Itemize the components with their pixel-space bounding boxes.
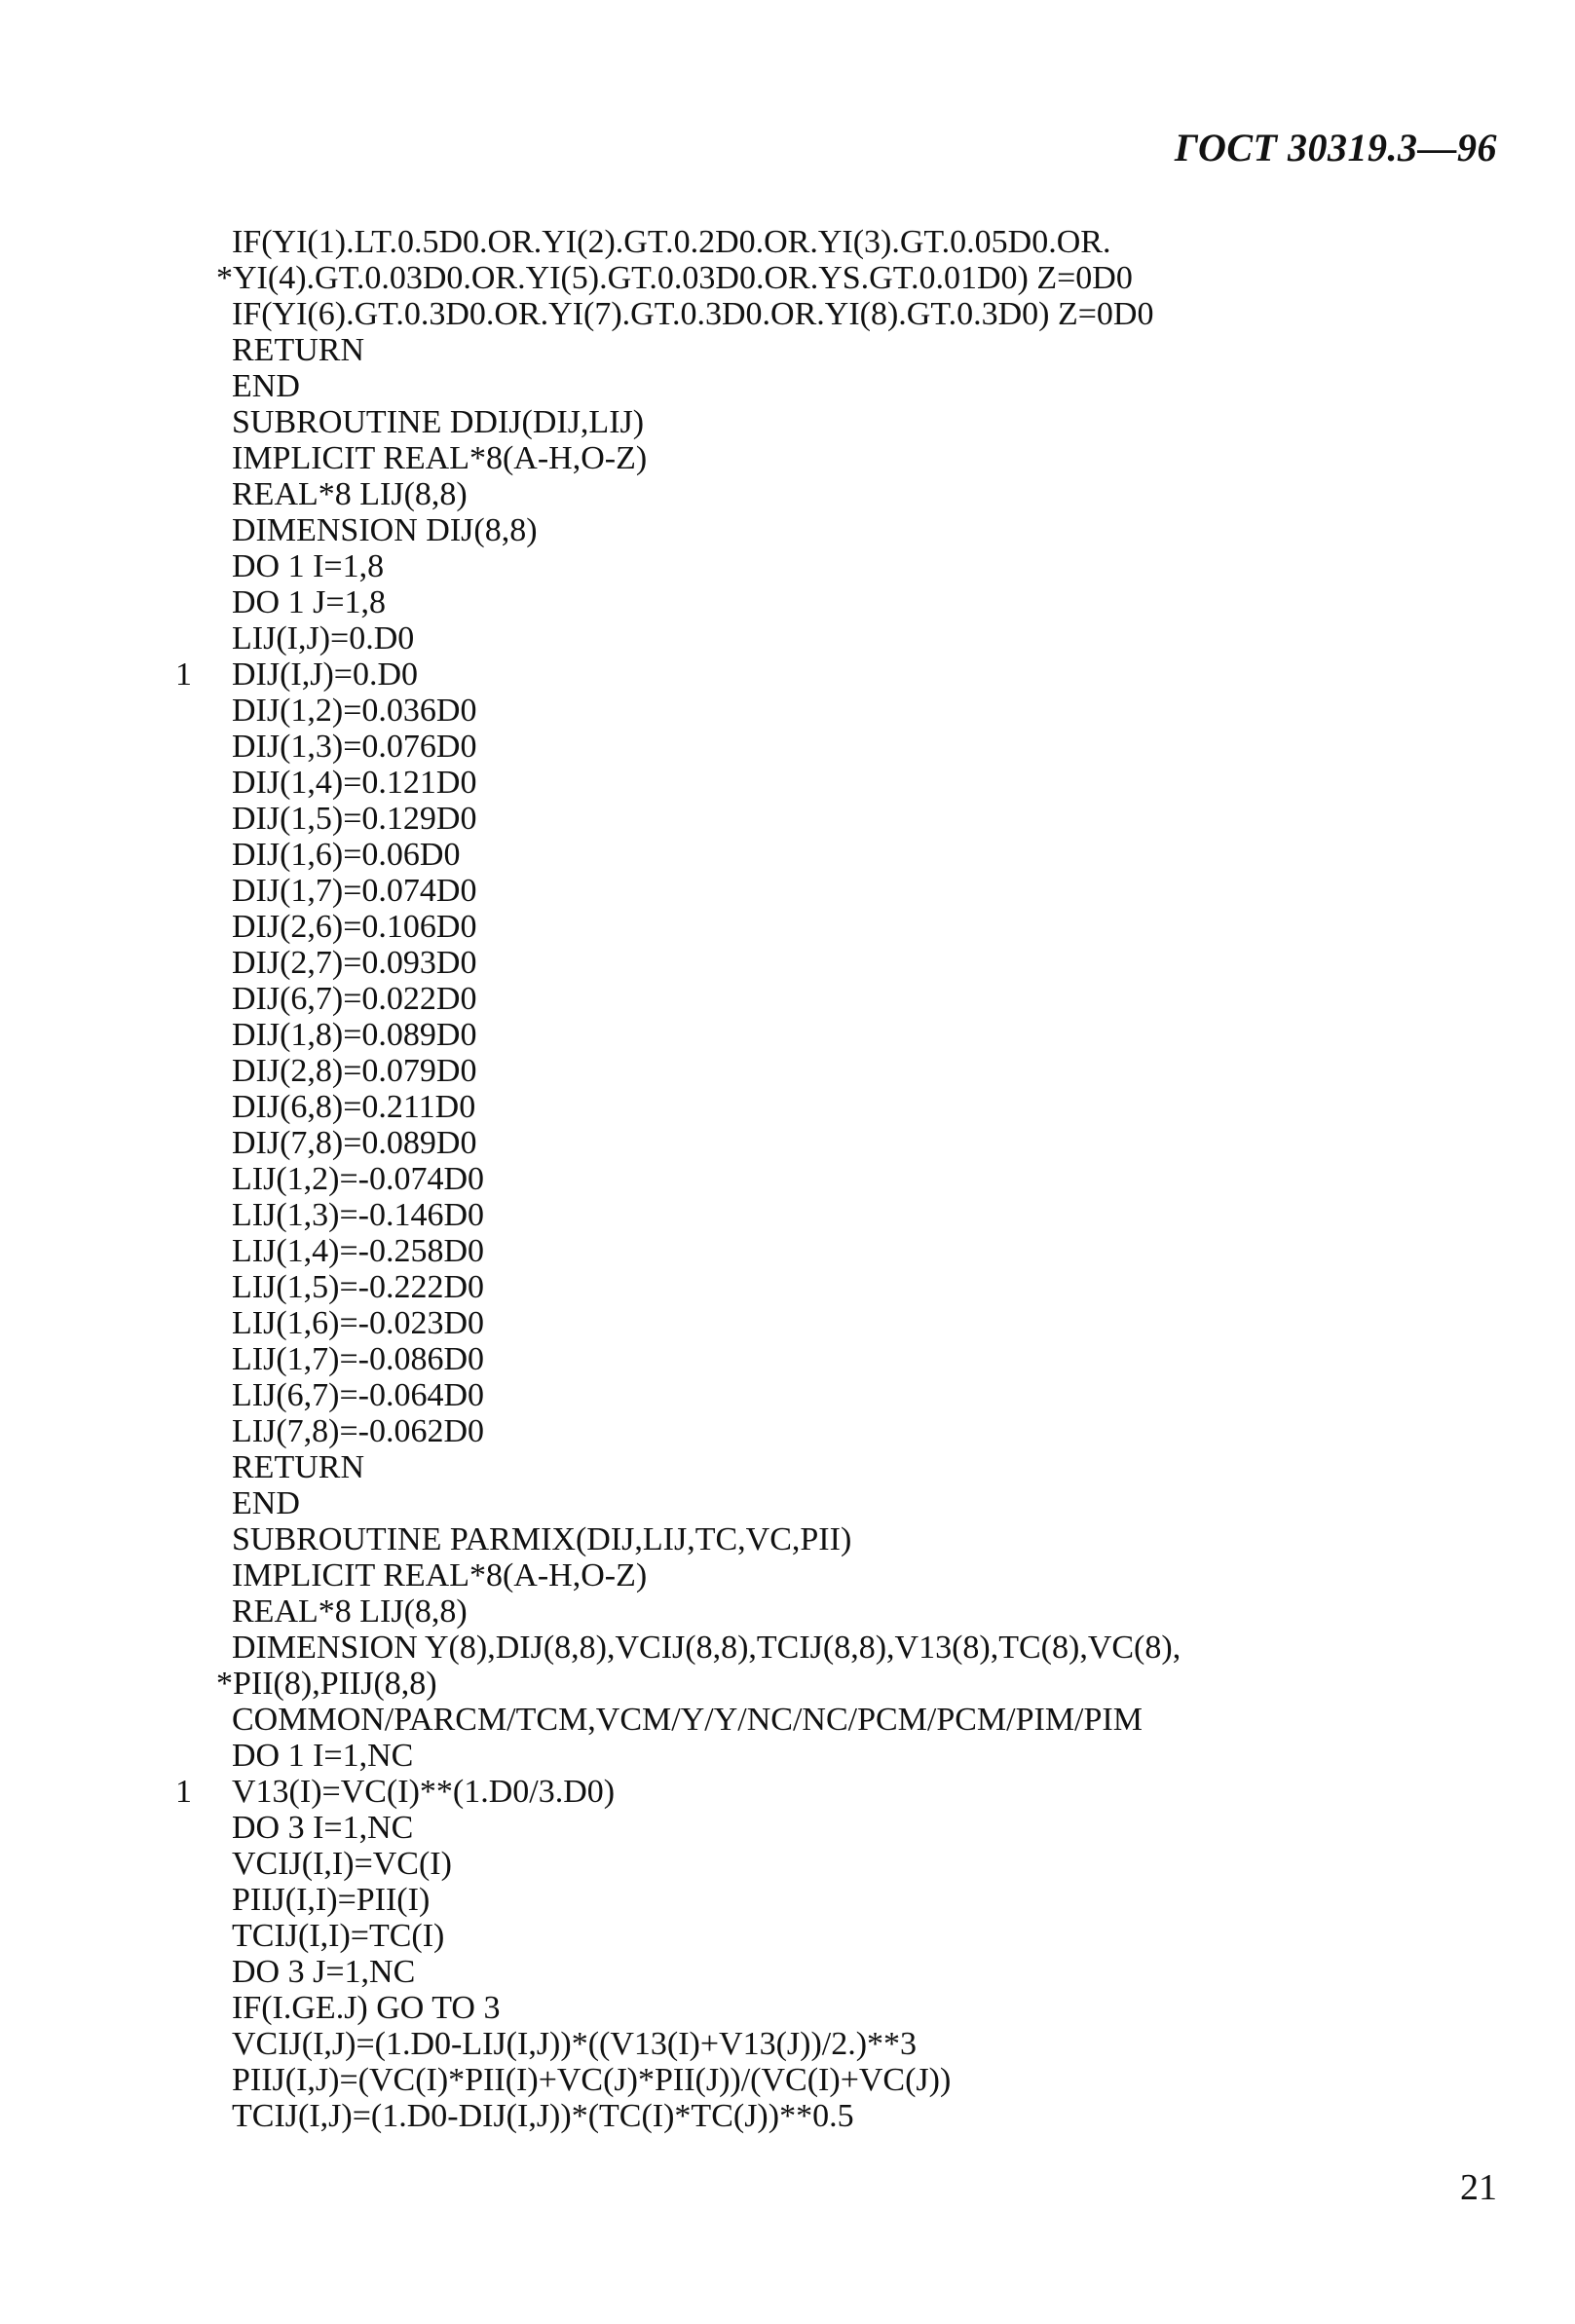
code-statement: SUBROUTINE DDIJ(DIJ,LIJ): [232, 404, 645, 440]
code-statement: IF(I.GE.J) GO TO 3: [232, 1990, 501, 2026]
code-line: [175, 1666, 1461, 1702]
code-line: [175, 1305, 1461, 1341]
code-line: [175, 801, 1461, 837]
code-line: [175, 1557, 1461, 1593]
code-line: [175, 1593, 1461, 1630]
code-statement: DIJ(1,6)=0.06D0: [232, 837, 461, 873]
code-statement: END: [232, 368, 300, 404]
code-statement: DIJ(1,8)=0.089D0: [232, 1017, 477, 1053]
code-statement: DIJ(7,8)=0.089D0: [232, 1125, 477, 1161]
code-line: [175, 909, 1461, 945]
code-statement: DIJ(6,8)=0.211D0: [232, 1089, 476, 1125]
code-line: [175, 1521, 1461, 1557]
code-line: [175, 224, 1461, 260]
code-statement: REAL*8 LIJ(8,8): [232, 476, 468, 512]
code-statement: DIJ(1,4)=0.121D0: [232, 765, 477, 801]
code-statement: PIIJ(I,J)=(VC(I)*PII(I)+VC(J)*PII(J))/(VC(I)+VC(J)): [232, 2062, 952, 2098]
code-line: [175, 1053, 1461, 1089]
code-line: [175, 1990, 1461, 2026]
code-line: [175, 1341, 1461, 1377]
code-line: [175, 2062, 1461, 2098]
code-line: [175, 332, 1461, 368]
code-statement: DIJ(2,8)=0.079D0: [232, 1053, 477, 1089]
code-line: [175, 1017, 1461, 1053]
code-statement: DO 3 I=1,NC: [232, 1810, 414, 1846]
code-statement: DO 1 J=1,8: [232, 584, 387, 620]
code-statement: DIJ(2,6)=0.106D0: [232, 909, 477, 945]
code-line: [175, 765, 1461, 801]
code-line: [175, 1485, 1461, 1521]
code-line: [175, 1630, 1461, 1666]
code-line: [175, 693, 1461, 729]
code-statement: DIJ(1,2)=0.036D0: [232, 693, 477, 729]
code-line: [175, 1089, 1461, 1125]
code-statement: *YI(4).GT.0.03D0.OR.YI(5).GT.0.03D0.OR.YS.GT.0.01D0) Z=0D0: [216, 260, 1133, 296]
code-line: [175, 440, 1461, 476]
code-line: [175, 1774, 1461, 1810]
code-line: [175, 1918, 1461, 1954]
code-line: [175, 2098, 1461, 2134]
code-line: [175, 296, 1461, 332]
statement-label: 1: [175, 1774, 192, 1810]
code-statement: VCIJ(I,J)=(1.D0-LIJ(I,J))*((V13(I)+V13(J))/2.)**3: [232, 2026, 918, 2062]
fortran-listing: [175, 224, 1461, 2134]
code-statement: LIJ(I,J)=0.D0: [232, 620, 415, 656]
code-statement: RETURN: [232, 332, 364, 368]
code-line: [175, 548, 1461, 584]
code-statement: LIJ(6,7)=-0.064D0: [232, 1377, 485, 1413]
code-line: [175, 873, 1461, 909]
code-statement: DO 3 J=1,NC: [232, 1954, 416, 1990]
code-statement: IMPLICIT REAL*8(A-H,O-Z): [232, 440, 648, 476]
code-line: [175, 1702, 1461, 1738]
code-line: [175, 1810, 1461, 1846]
code-statement: IF(YI(6).GT.0.3D0.OR.YI(7).GT.0.3D0.OR.YI(8).GT.0.3D0) Z=0D0: [232, 296, 1154, 332]
code-statement: REAL*8 LIJ(8,8): [232, 1593, 468, 1630]
code-statement: TCIJ(I,J)=(1.D0-DIJ(I,J))*(TC(I)*TC(J))**0.5: [232, 2098, 854, 2134]
code-line: [175, 1413, 1461, 1449]
code-statement: LIJ(1,4)=-0.258D0: [232, 1233, 485, 1269]
standard-header: ГОСТ 30319.3—96: [1174, 126, 1497, 169]
code-statement: RETURN: [232, 1449, 364, 1485]
page-number: 21: [1460, 2167, 1497, 2208]
code-line: [175, 1197, 1461, 1233]
code-statement: DIJ(1,7)=0.074D0: [232, 873, 477, 909]
code-line: [175, 620, 1461, 656]
code-line: [175, 945, 1461, 981]
code-line: [175, 1269, 1461, 1305]
code-line: [175, 981, 1461, 1017]
code-statement: IF(YI(1).LT.0.5D0.OR.YI(2).GT.0.2D0.OR.YI(3).GT.0.05D0.OR.: [232, 224, 1111, 260]
code-line: [175, 1954, 1461, 1990]
code-line: [175, 1738, 1461, 1774]
code-statement: DIJ(6,7)=0.022D0: [232, 981, 477, 1017]
code-statement: COMMON/PARCM/TCM,VCM/Y/Y/NC/NC/PCM/PCM/PIM/PIM: [232, 1702, 1143, 1738]
code-line: [175, 1233, 1461, 1269]
code-statement: PIIJ(I,I)=PII(I): [232, 1882, 431, 1918]
code-line: [175, 1449, 1461, 1485]
code-line: [175, 1161, 1461, 1197]
code-statement: LIJ(7,8)=-0.062D0: [232, 1413, 485, 1449]
code-statement: DO 1 I=1,8: [232, 548, 385, 584]
code-line: [175, 584, 1461, 620]
code-statement: VCIJ(I,I)=VC(I): [232, 1846, 452, 1882]
code-line: [175, 1882, 1461, 1918]
statement-label: 1: [175, 656, 192, 693]
code-statement: LIJ(1,2)=-0.074D0: [232, 1161, 485, 1197]
code-line: [175, 729, 1461, 765]
code-statement: IMPLICIT REAL*8(A-H,O-Z): [232, 1557, 648, 1593]
code-statement: DO 1 I=1,NC: [232, 1738, 414, 1774]
code-statement: SUBROUTINE PARMIX(DIJ,LIJ,TC,VC,PII): [232, 1521, 852, 1557]
code-statement: V13(I)=VC(I)**(1.D0/3.D0): [232, 1774, 616, 1810]
code-line: [175, 368, 1461, 404]
code-statement: LIJ(1,7)=-0.086D0: [232, 1341, 485, 1377]
code-line: [175, 404, 1461, 440]
code-line: [175, 837, 1461, 873]
code-statement: DIMENSION DIJ(8,8): [232, 512, 538, 548]
code-statement: DIJ(1,3)=0.076D0: [232, 729, 477, 765]
code-statement: LIJ(1,5)=-0.222D0: [232, 1269, 485, 1305]
code-line: [175, 656, 1461, 693]
code-statement: LIJ(1,3)=-0.146D0: [232, 1197, 485, 1233]
code-statement: DIJ(2,7)=0.093D0: [232, 945, 477, 981]
code-line: [175, 1846, 1461, 1882]
code-line: [175, 512, 1461, 548]
code-line: [175, 1125, 1461, 1161]
code-statement: DIJ(1,5)=0.129D0: [232, 801, 477, 837]
code-statement: TCIJ(I,I)=TC(I): [232, 1918, 445, 1954]
code-statement: LIJ(1,6)=-0.023D0: [232, 1305, 485, 1341]
code-line: [175, 2026, 1461, 2062]
code-statement: END: [232, 1485, 300, 1521]
code-line: [175, 260, 1461, 296]
code-statement: DIJ(I,J)=0.D0: [232, 656, 419, 693]
code-statement: *PII(8),PIIJ(8,8): [216, 1666, 437, 1702]
code-line: [175, 476, 1461, 512]
code-statement: DIMENSION Y(8),DIJ(8,8),VCIJ(8,8),TCIJ(8,8),V13(8),TC(8),VC(8),: [232, 1630, 1181, 1666]
code-line: [175, 1377, 1461, 1413]
